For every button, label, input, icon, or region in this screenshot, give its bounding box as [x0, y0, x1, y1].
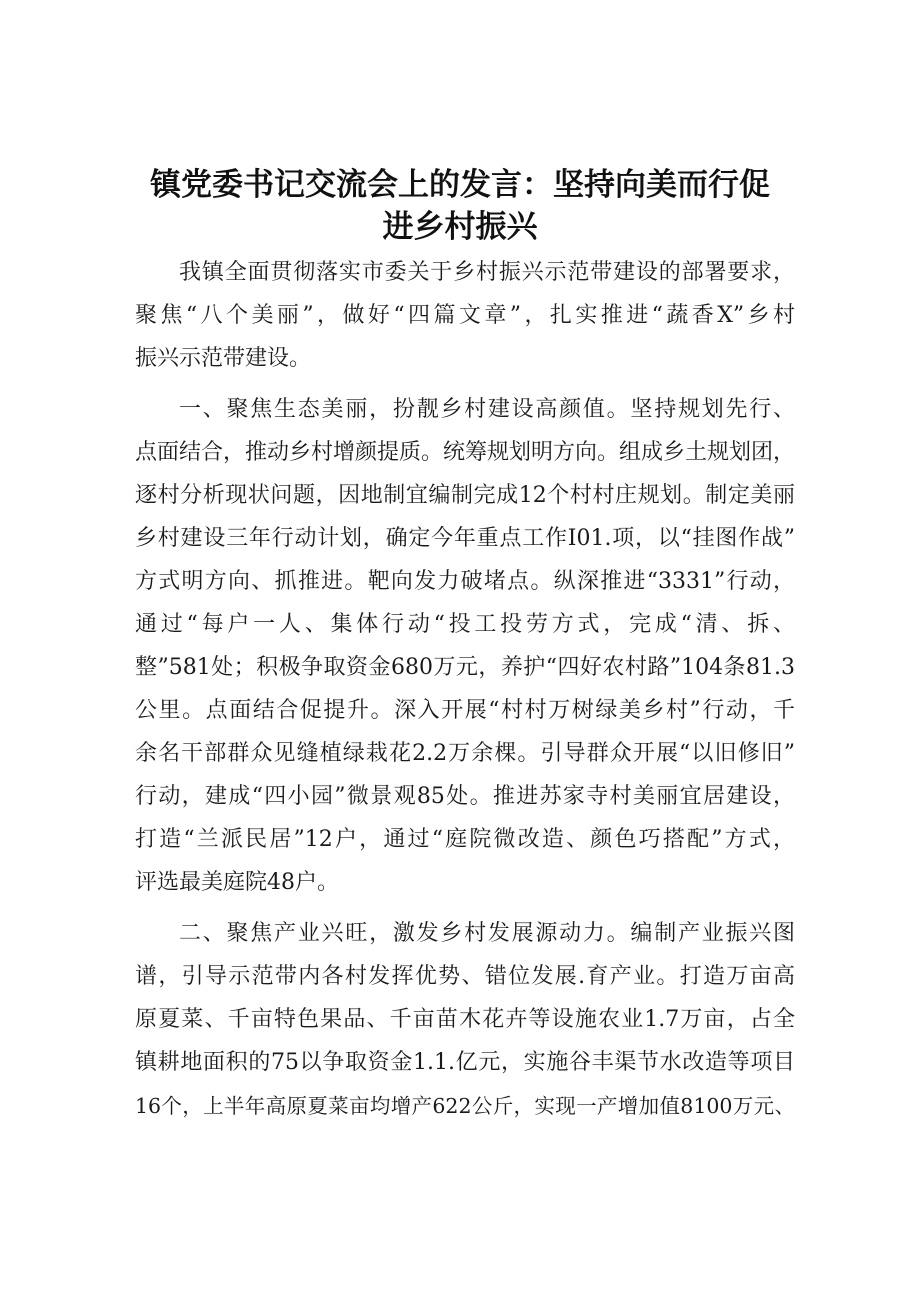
- paragraph-2-line-1: 一、聚焦生态美丽，扮靓乡村建设高颜值。坚持规划先行、: [179, 397, 795, 422]
- paragraph-1-line-2: 聚焦“八个美丽”，做好“四篇文章”，扎实推进“蔬香X”乡村: [135, 303, 795, 328]
- paragraph-2-line-4: 乡村建设三年行动计划，确定今年重点工作I01.项，以“挂图作战”: [135, 526, 795, 551]
- document-title-line-1: 镇党委书记交流会上的发言：坚持向美而行促: [150, 167, 770, 203]
- paragraph-1-line-1: 我镇全面贯彻落实市委关于乡村振兴示范带建设的部署要求，: [179, 260, 795, 285]
- paragraph-2-line-5: 方式明方向、抓推进。靶向发力破堵点。纵深推进“3331”行动，: [135, 569, 795, 594]
- document-title-line-2: 进乡村振兴: [382, 209, 538, 245]
- paragraph-2-line-9: 余名干部群众见缝植绿栽花2.2万余棵。引导群众开展“以旧修旧”: [135, 741, 795, 766]
- paragraph-3-line-3: 原夏菜、千亩特色果品、千亩苗木花卉等设施农业1.7万亩，占全: [135, 1007, 795, 1032]
- paragraph-3-line-1: 二、聚焦产业兴旺，激发乡村发展源动力。编制产业振兴图: [179, 921, 795, 946]
- paragraph-3-line-5: 16个，上半年高原夏菜亩均增产622公斤，实现一产增加值8100万元、: [135, 1094, 795, 1118]
- paragraph-2-line-7: 整”581处；积极争取资金680万元，养护“四好农村路”104条81.3: [135, 655, 795, 680]
- paragraph-2-line-2: 点面结合，推动乡村增颜提质。统筹规划明方向。组成乡土规划团，: [135, 440, 796, 465]
- paragraph-2-line-11: 打造“兰派民居”12户，通过“庭院微改造、颜色巧搭配”方式，: [135, 827, 795, 852]
- paragraph-2-line-6: 通过“每户一人、集体行动“投工投劳方式，完成“清、拆、: [135, 612, 795, 637]
- paragraph-2-line-8: 公里。点面结合促提升。深入开展“村村万树绿美乡村”行动，千: [135, 698, 795, 723]
- paragraph-2-line-12: 评选最美庭院48户。: [135, 870, 339, 895]
- paragraph-3-line-4: 镇耕地面积的75以争取资金1.1.亿元，实施谷丰渠节水改造等项目: [135, 1050, 795, 1075]
- paragraph-1-line-3: 振兴示范带建设。: [135, 346, 312, 371]
- paragraph-3-line-2: 谱，引导示范带内各村发挥优势、错位发展.育产业。打造万亩高: [135, 964, 795, 989]
- paragraph-2-line-10: 行动，建成“四小园”微景观85处。推进苏家寺村美丽宜居建设，: [135, 784, 795, 809]
- paragraph-2-line-3: 逐村分析现状问题，因地制宜编制完成12个村村庄规划。制定美丽: [135, 483, 795, 508]
